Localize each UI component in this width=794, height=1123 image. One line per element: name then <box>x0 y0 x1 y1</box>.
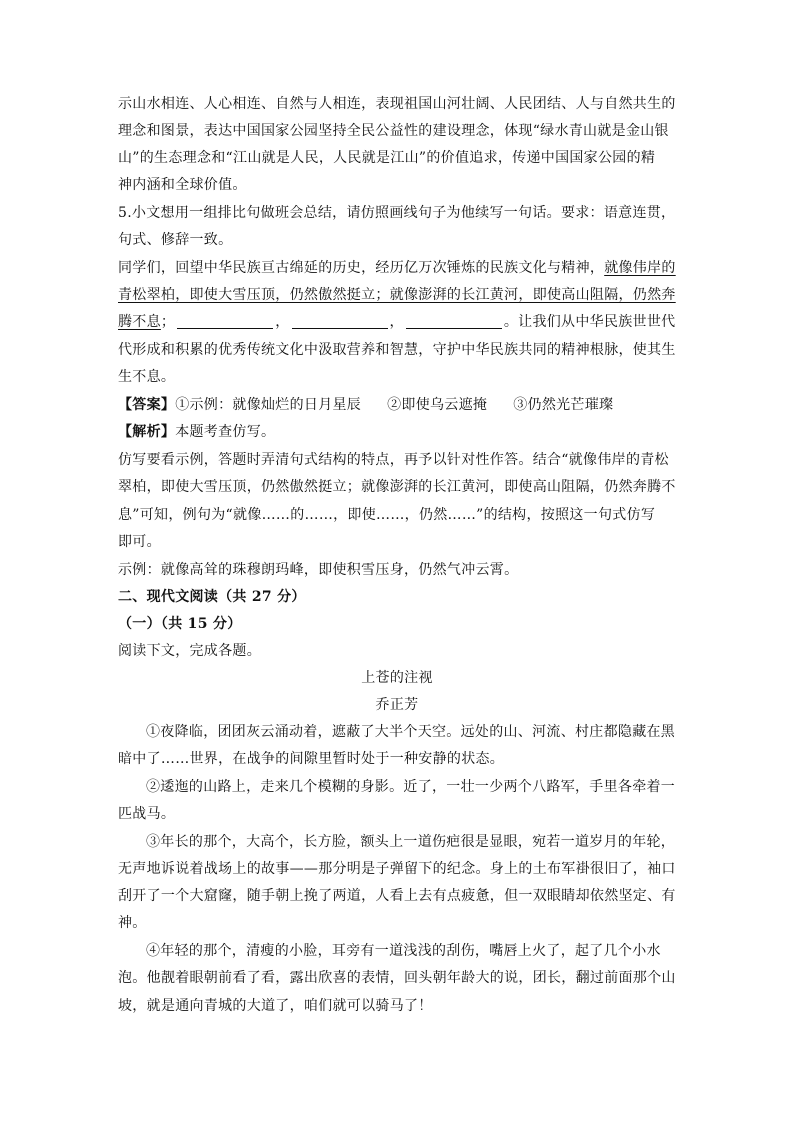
article-author: 乔正芳 <box>375 697 419 713</box>
answer-item-1: ①示例：就像灿烂的日月星辰 <box>175 397 362 413</box>
analysis-line: 即可。 <box>118 534 161 550</box>
answer-blank-3 <box>406 314 502 329</box>
question-5-passage-line: 生不息。 <box>118 369 176 385</box>
analysis-line: 仿写要看示例，答题时弄清句式结构的特点，再予以针对性作答。结合“就像伟岸的青松 <box>118 452 669 468</box>
separator: ， <box>389 314 404 330</box>
question-5-line: 5.小文想用一组排比句做班会总结，请仿照画线句子为他续写一句话。要求：语意连贯， <box>118 205 676 221</box>
answer-label: 【答案】 <box>118 397 176 413</box>
paragraph-line: 示山水相连、人心相连、自然与人相连，表现祖国山河壮阔、人民团结、人与自然共生的 <box>118 96 676 112</box>
article-line: ①夜降临，团团灰云涌动着，遮蔽了大半个天空。远处的山、河流、村庄都隐藏在黑 <box>146 724 676 740</box>
question-5-passage-line <box>118 285 676 305</box>
article-title: 上苍的注视 <box>361 670 433 686</box>
underlined-example: 就像伟岸的 <box>604 260 676 276</box>
paragraph-line: 山”的生态理念和“江山就是人民，人民就是江山”的价值追求，传递中国国家公园的精 <box>118 150 656 166</box>
question-5-line: 句式、修辞一致。 <box>118 232 233 248</box>
analysis-line: 息”可知，例句为“就像……的……，即使……，仍然……”的结构，按照这一句式仿写 <box>118 507 656 523</box>
separator: ， <box>275 314 290 330</box>
question-5-passage-line: 代形成和积累的优秀传统文化中汲取营养和智慧，守护中华民族共同的精神根脉，使其生 <box>118 342 676 358</box>
question-5-passage-line <box>118 312 675 332</box>
paragraph-line: 理念和图景，表达中国国家公园坚持全民公益性的建设理念，体现“绿水青山就是金山银 <box>118 123 669 139</box>
separator: ； <box>160 314 176 330</box>
passage-text: 。让我们从中华民族世世代 <box>503 314 676 330</box>
article-line: 泡。他靓着眼朝前看了看，露出欣喜的表情，回头朝年龄大的说，团长，翻过前面那个山 <box>118 970 676 986</box>
article-line: 无声地诉说着战场上的故事——那分明是子弹留下的纪念。身上的土布军褂很旧了，袖口 <box>118 861 676 877</box>
passage-text: 同学们，回望中华民族亘古绵延的历史，经历亿万次锤炼的民族文化与精神， <box>118 260 605 276</box>
article-line: 刮开了一个大窟窿，随手朝上挽了两道，人看上去有点疲惫，但一双眼睛却依然坚定、有 <box>118 888 676 904</box>
answer-item-3: ③仍然光芒璀璨 <box>513 397 614 413</box>
analysis-label: 【解析】 <box>118 424 176 440</box>
article-line: 坡，就是通向青城的大道了，咱们就可以骑马了！ <box>118 998 433 1014</box>
article-line: 匹战马。 <box>118 806 176 822</box>
underlined-example: 腾不息 <box>118 314 161 330</box>
analysis-text: 本题考查仿写。 <box>175 424 276 440</box>
article-line: ③年长的那个，大高个，长方脸，额头上一道伤疤很是显眼，宛若一道岁月的年轮， <box>146 834 676 850</box>
article-line: 神。 <box>118 915 147 931</box>
article-line: ④年轻的那个，清瘦的小脸，耳旁有一道浅浅的刮伤，嘴唇上火了，起了几个小水 <box>146 943 661 959</box>
question-5-passage-line <box>118 258 676 278</box>
answer-item-2: ②即使乌云遮掩 <box>387 397 488 413</box>
underlined-example: 青松翠柏，即使大雪压顶，仍然傲然挺立；就像澎湃的长江黄河，即使高山阻隔，仍然奔 <box>118 287 676 303</box>
analysis-line: 翠柏，即使大雪压顶，仍然傲然挺立；就像澎湃的长江黄河，即使高山阻隔，仍然奔腾不 <box>118 479 676 495</box>
analysis-line <box>118 422 275 442</box>
answer-line <box>118 395 613 415</box>
article-line: ②逶迤的山路上，走来几个模糊的身影。近了，一壮一少两个八路军，手里各牵着一 <box>146 779 676 795</box>
reading-instruction: 阅读下文，完成各题。 <box>118 643 261 659</box>
paragraph-line: 神内涵和全球价值。 <box>118 177 247 193</box>
subsection-heading: （一）（共 15 分） <box>118 616 242 632</box>
article-line: 暗中了……世界，在战争的间隙里暂时处于一种安静的状态。 <box>118 751 505 767</box>
analysis-example: 示例：就像高耸的珠穆朗玛峰，即使积雪压身，仍然气冲云霄。 <box>118 562 519 578</box>
section-heading: 二、现代文阅读（共 27 分） <box>118 589 306 605</box>
answer-blank-2 <box>292 314 388 329</box>
answer-blank-1 <box>177 314 273 329</box>
